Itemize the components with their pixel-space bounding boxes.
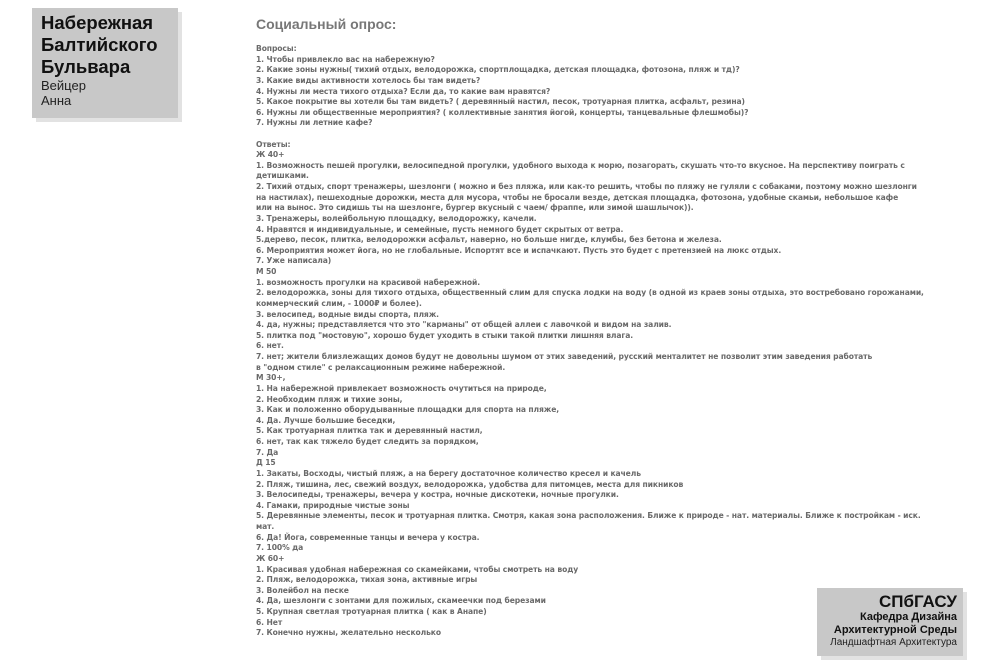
answer-line: Д 15 xyxy=(256,458,276,468)
answer-line: детишками. xyxy=(256,171,309,181)
answer-line: 4. Гамаки, природные чистые зоны xyxy=(256,500,410,510)
answer-line: 1. возможность прогулки на красивой набережной. xyxy=(256,277,481,287)
answer-line: коммерческий слим, - 1000₽ и более). xyxy=(256,298,422,308)
author-name: Анна xyxy=(41,93,72,108)
answer-line: 3. Тренажеры, волейбольную площадку, велодорожку, качели. xyxy=(256,213,537,223)
author-surname: Вейцер xyxy=(41,78,86,93)
answer-line: в "одном стиле" с релаксационным режиме набережной. xyxy=(256,362,506,372)
answer-line: Ж 40+ xyxy=(256,150,285,160)
answer-line: 7. Уже написала) xyxy=(256,256,332,266)
organization-name: СПбГАСУ xyxy=(878,592,957,611)
answer-line: 7. Конечно нужны, желательно несколько xyxy=(256,628,441,638)
answers-label: Ответы: xyxy=(256,139,291,149)
answer-line: 2. Тихий отдых, спорт тренажеры, шезлонги ( можно и без пляжа, или как-то решить, чтобы по пляжу не гуляли с собаками, поэтому можно шезлонги xyxy=(256,182,917,192)
organization-block xyxy=(817,588,963,656)
answer-line: 5.дерево, песок, плитка, велодорожки асфальт, наверно, но больше нигде, клумбы, без бетона и железа. xyxy=(256,235,722,245)
answer-line: 4. Да, шезлонги с зонтами для пожилых, скамеечки под березами xyxy=(256,596,546,606)
title-block xyxy=(32,8,178,118)
answer-line: на настилах), пешеходные дорожки, места для мусора, чтобы не бросали везде, детская площадка, фотозона, удобные скамьи, небольшое кафе xyxy=(256,192,899,202)
department-line-2: Архитектурной Среды xyxy=(833,624,957,636)
answer-line: 1. Возможность пешей прогулки, велосипедной прогулки, удобного выхода к морю, позагорать, скушать что-то вкусное. На перспективу поиграть с xyxy=(256,160,905,170)
answer-line: 3. велосипед, водные виды спорта, пляж. xyxy=(256,309,439,319)
answer-line: 4. Да. Лучше большие беседки, xyxy=(256,415,396,425)
answer-line: 5. плитка под "мостовую", хорошо будет уходить в стыки такой плитки лишняя влага. xyxy=(256,330,634,340)
answer-line: 6. Нет xyxy=(256,617,283,627)
survey-heading: Социальный опрос: xyxy=(256,16,397,32)
project-title: Набережная Балтийского Бульвара xyxy=(41,12,158,77)
answer-line: 5. Деревянные элементы, песок и тротуарная плитка. Смотря, какая зона расположения. Ближе к природе - нат. материалы. Ближе к постройкам - иск. xyxy=(256,511,921,521)
spacer xyxy=(256,129,986,140)
answer-line: 3. Велосипеды, тренажеры, вечера у костра, ночные дискотеки, ночные прогулки. xyxy=(256,490,619,500)
answer-line: 5. Как тротуарная плитка так и деревянный настил, xyxy=(256,426,483,436)
answer-line: 4. Нравятся и индивидуальные, и семейные, пусть немного будет скрытых от ветра. xyxy=(256,224,624,234)
answer-line: 2. Необходим пляж и тихие зоны, xyxy=(256,394,403,404)
answer-line: 6. Да! Йога, современные танцы и вечера у костра. xyxy=(256,532,480,542)
department-line-1: Кафедра Дизайна xyxy=(859,611,957,623)
answer-line: М 30+, xyxy=(256,373,286,383)
questions-label: Вопросы: xyxy=(256,44,297,53)
answer-line: 1. На набережной привлекает возможность очутиться на природе, xyxy=(256,383,547,393)
survey-content xyxy=(256,16,986,639)
answer-line: 7. нет; жители близлежащих домов будут не довольны шумом от этих заведений, русский менталитет не позволит этим заведения работать xyxy=(256,352,873,362)
questions-list xyxy=(256,55,986,129)
question-line: 5. Какое покрытие вы хотели бы там видеть? ( деревянный настил, песок, тротуарная плитка, асфальт, резина) xyxy=(256,97,745,107)
answer-line: 1. Красивая удобная набережная со скамейками, чтобы смотреть на воду xyxy=(256,564,579,574)
answer-line: 3. Волейбол на песке xyxy=(256,585,349,595)
answer-line: 5. Крупная светлая тротуарная плитка ( как в Анапе) xyxy=(256,607,487,617)
answer-line: 2. велодорожка, зоны для тихого отдыха, общественный слим для спуска лодки на воду (в одной из краев зоны отдыха, это востребовано горожанами, xyxy=(256,288,924,298)
answer-line: 6. нет. xyxy=(256,341,284,351)
question-line: 4. Нужны ли места тихого отдыха? Если да, то какие вам нравятся? xyxy=(256,86,551,96)
answer-line: Ж 60+ xyxy=(256,553,285,563)
question-line: 3. Какие виды активности хотелось бы там видеть? xyxy=(256,75,481,85)
answer-line: 4. да, нужны; представляется что это "карманы" от общей аллеи с лавочкой и видом на залив. xyxy=(256,320,672,330)
answer-line: М 50 xyxy=(256,267,277,277)
answer-line: 7. Да xyxy=(256,447,279,457)
answer-line: 7. 100% да xyxy=(256,543,304,553)
answer-line: 6. Мероприятия может йога, но не глобальные. Испортят все и испачкают. Пусть это будет с претензией на люкс отдых. xyxy=(256,245,782,255)
question-line: 7. Нужны ли летние кафе? xyxy=(256,118,373,128)
answer-line: 6. нет, так как тяжело будет следить за порядком, xyxy=(256,437,479,447)
answer-line: мат. xyxy=(256,522,275,532)
answer-line: 2. Пляж, велодорожка, тихая зона, активные игры xyxy=(256,575,478,585)
question-line: 6. Нужны ли общественные мероприятия? ( коллективные занятия йогой, концерты, танцевальные флешмобы)? xyxy=(256,107,749,117)
answer-line: 3. Как и положенно оборудыванные площадки для спорта на пляже, xyxy=(256,405,560,415)
question-line: 2. Какие зоны нужны( тихий отдых, велодорожка, спортплощадка, детская площадка, фотозона, пляж и тд)? xyxy=(256,65,740,75)
question-line: 1. Чтобы привлекло вас на набережную? xyxy=(256,54,435,64)
answer-line: 1. Закаты, Восходы, чистый пляж, а на берегу достаточное количество кресел и качель xyxy=(256,468,641,478)
specialty: Ландшафтная Архитектура xyxy=(830,637,957,648)
answer-line: или на вынос. Это сидишь ты на шезлонге, бургер вкусный с чаем/ фраппе, или зимой шашлычок)). xyxy=(256,203,694,213)
answer-line: 2. Пляж, тишина, лес, свежий воздух, велодорожка, удобства для питомцев, места для пикников xyxy=(256,479,684,489)
answers-list xyxy=(256,150,986,639)
